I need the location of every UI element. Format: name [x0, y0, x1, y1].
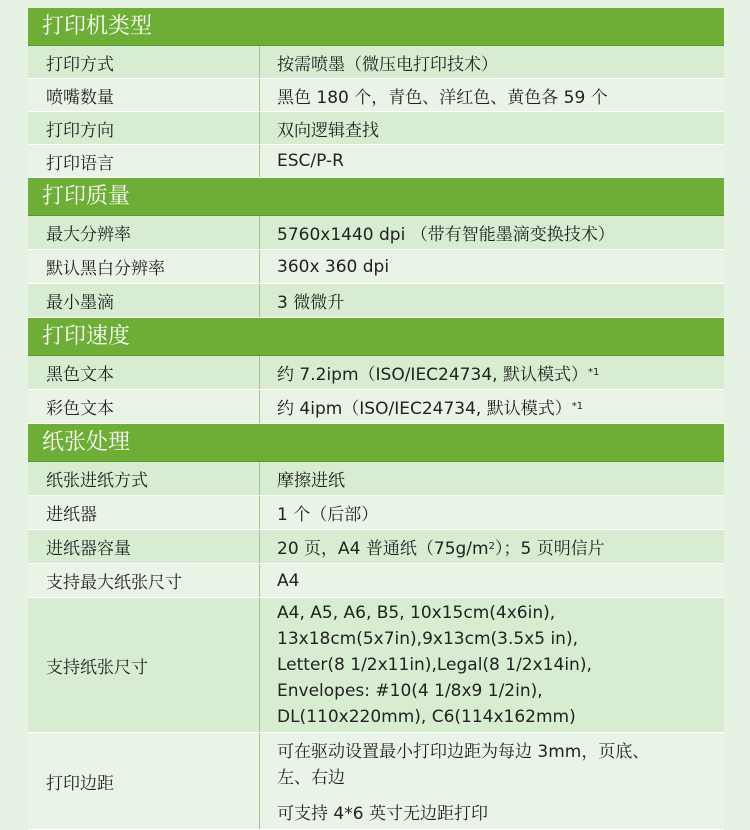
- footnote-mark: *1: [571, 401, 584, 412]
- spec-value: [260, 530, 724, 563]
- spec-value: [260, 356, 724, 389]
- spec-label: 黑色文本: [28, 356, 260, 389]
- spec-value-text: 约 7.2ipm（ISO/IEC24734, 默认模式）: [277, 365, 588, 385]
- spec-row: [28, 79, 724, 112]
- spec-label: 彩色文本: [28, 390, 260, 423]
- spec-label: 支持纸张尺寸: [28, 598, 260, 732]
- spec-label: 进纸器容量: [28, 530, 260, 563]
- spec-label: 打印边距: [28, 733, 260, 829]
- spec-row: [28, 356, 724, 390]
- spec-row: [28, 496, 724, 530]
- spec-row: [28, 46, 724, 79]
- spec-value-line: Letter(8 1/2x11in),Legal(8 1/2x14in),: [277, 655, 592, 675]
- spec-value: 按需喷墨（微压电打印技术）: [277, 54, 498, 75]
- spec-label: 打印方式: [28, 46, 260, 78]
- spec-value: 黑色 180 个，青色、洋红色、黄色各 59 个: [277, 87, 608, 108]
- spec-row: [28, 284, 724, 318]
- spec-value: 3 微微升: [277, 293, 345, 313]
- spec-label: 打印语言: [28, 145, 260, 177]
- spec-value: [260, 598, 724, 732]
- superscript: 2: [488, 541, 495, 552]
- spec-row: [28, 530, 724, 564]
- spec-label: 进纸器: [28, 496, 260, 529]
- spec-label: 打印方向: [28, 112, 260, 144]
- spec-value-line: 13x18cm(5x7in),9x13cm(3.5x5 in),: [277, 629, 578, 649]
- spec-value-line: Envelopes: #10(4 1/8x9 1/2in),: [277, 681, 543, 701]
- spec-label: 最小墨滴: [28, 284, 260, 317]
- spec-row: [28, 250, 724, 284]
- spec-value: 360x 360 dpi: [277, 256, 390, 277]
- section-header-print-speed: 打印速度: [28, 318, 724, 356]
- spec-row: [28, 390, 724, 424]
- spec-value-line: 左、右边: [277, 768, 345, 788]
- spec-value: 双向逻辑查找: [277, 120, 379, 141]
- spec-value: [260, 733, 724, 829]
- spec-value: 5760x1440 dpi （带有智能墨滴变换技术）: [277, 225, 615, 245]
- spec-row: [28, 112, 724, 145]
- spec-label: 纸张进纸方式: [28, 462, 260, 495]
- spec-label: 支持最大纸张尺寸: [28, 564, 260, 597]
- spec-row: [28, 462, 724, 496]
- spec-value-line: DL(110x220mm), C6(114x162mm): [277, 707, 576, 727]
- spec-value: A4: [277, 570, 300, 591]
- spec-row: [28, 598, 724, 733]
- footnote-mark: *1: [587, 367, 600, 378]
- spec-row: [28, 145, 724, 178]
- spec-row: [28, 216, 724, 250]
- section-header-paper-handling: 纸张处理: [28, 424, 724, 462]
- spec-row: [28, 564, 724, 598]
- spec-value-text: 20 页，A4 普通纸（75g/m: [277, 539, 489, 559]
- spec-table: [28, 8, 724, 830]
- spec-label: 喷嘴数量: [28, 79, 260, 111]
- section-header-print-quality: 打印质量: [28, 178, 724, 216]
- spec-value: 1 个（后部）: [277, 505, 379, 525]
- spec-value: 摩擦进纸: [277, 471, 345, 491]
- spec-value-text: 约 4ipm（ISO/IEC24734, 默认模式）: [277, 399, 572, 419]
- spec-label: 默认黑白分辨率: [28, 250, 260, 283]
- spec-value: [260, 390, 724, 423]
- spec-row: [28, 733, 724, 830]
- spec-value-line: 可支持 4*6 英寸无边距打印: [277, 804, 488, 824]
- section-header-printer-type: 打印机类型: [28, 8, 724, 46]
- spec-value-line: 可在驱动设置最小打印边距为每边 3mm，页底、: [277, 742, 650, 762]
- spec-value: ESC/P-R: [277, 151, 344, 171]
- spec-value-line: A4, A5, A6, B5, 10x15cm(4x6in),: [277, 603, 556, 623]
- spec-value-text: ）；5 页明信片: [494, 539, 605, 559]
- spec-label: 最大分辨率: [28, 216, 260, 249]
